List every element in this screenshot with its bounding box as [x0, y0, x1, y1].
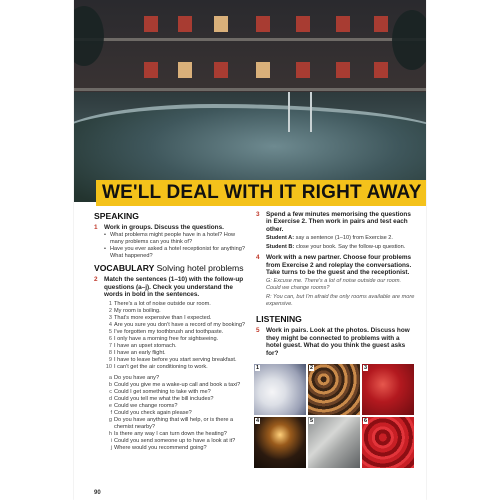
exercise-1 [94, 224, 250, 260]
item-text: Do you have any? [114, 374, 160, 381]
item-text: I have an upset stomach. [114, 342, 177, 349]
exercise-number: 1 [94, 224, 98, 231]
item-key: 5 [108, 328, 112, 335]
item-text: Could I get something to take with me? [114, 388, 211, 395]
exercise-3 [256, 211, 416, 251]
list-item [104, 382, 250, 389]
photo-number: 4 [255, 418, 260, 424]
list-item [104, 410, 250, 417]
item-text: I only have a morning free for sightseeing. [114, 335, 219, 342]
student-a-line [266, 235, 416, 242]
exercise-5 [256, 327, 416, 357]
exercise-number: 2 [94, 276, 98, 284]
bullet-item: • Have you ever asked a hotel receptionist for anything? What happened? [104, 246, 250, 260]
list-item [104, 445, 250, 452]
item-text: Where would you recommend going? [114, 444, 207, 451]
student-b-line [266, 244, 416, 251]
motel-building [74, 0, 426, 96]
item-text: Are you sure you don't have a record of my booking? [114, 321, 246, 328]
exercise-instruction: Work in groups. Discuss the questions. [104, 224, 224, 231]
page-number: 90 [94, 490, 101, 496]
vocabulary-heading-label: VOCABULARY [94, 263, 155, 274]
item-text: There's a lot of noise outside our room. [114, 300, 211, 307]
item-text: Could you tell me what the bill includes? [114, 395, 214, 402]
photo-grid [254, 364, 416, 468]
photo-chocolates [308, 364, 360, 415]
list-item [104, 389, 250, 396]
list-item [104, 301, 250, 308]
student-b-label: Student B: [266, 244, 295, 251]
item-text: Is there any way I can turn down the heating? [114, 430, 227, 437]
item-key: 9 [108, 356, 112, 363]
question-list [104, 375, 250, 452]
list-item [104, 396, 250, 403]
item-text: My room is boiling. [114, 307, 161, 314]
item-text: I have to leave before you start serving breakfast. [114, 356, 237, 363]
item-text: I can't get the air conditioning to work. [114, 363, 208, 370]
photo-number: 2 [309, 365, 314, 371]
student-a-text: say a sentence (1–10) from Exercise 2. [295, 235, 393, 242]
item-text: Could you check again please? [114, 409, 192, 416]
listening-heading: LISTENING [256, 314, 302, 325]
item-key: 10 [105, 363, 112, 370]
item-key: e [108, 402, 112, 409]
photo-number: 3 [363, 365, 368, 371]
list-item [104, 315, 250, 322]
exercise-4 [256, 254, 416, 308]
exercise-number: 3 [256, 211, 260, 218]
question-bullets [104, 232, 250, 260]
item-key: 8 [108, 349, 112, 356]
exercise-instruction: Work with a new partner. Choose four problems from Exercise 2 and roleplay the conversations. Take turns to be the guest and the receptionist. [266, 254, 412, 277]
list-item [104, 375, 250, 382]
item-key: 3 [108, 314, 112, 321]
exercise-instruction: Work in pairs. Look at the photos. Discuss how they might be connected to problems with a hotel guest. What do you think the guest asks for? [266, 327, 410, 357]
bullet-item: • What problems might people have in a hotel? How many problems can you think of? [104, 232, 250, 246]
speaking-heading: SPEAKING [94, 211, 139, 221]
photo-light-bulb [254, 417, 306, 468]
item-key: c [109, 388, 112, 395]
example-guest-line: G: Excuse me. There's a lot of noise outside our room. Could we change rooms? [266, 278, 402, 292]
item-key: a [108, 374, 112, 381]
list-item [104, 364, 250, 371]
photo-kittens [254, 364, 306, 415]
left-column [94, 211, 250, 455]
item-text: Could you send someone up to have a look at it? [114, 437, 236, 444]
item-key: 2 [108, 307, 112, 314]
list-item [104, 438, 250, 445]
list-item [104, 350, 250, 357]
item-text: I've forgotten my toothbrush and toothpaste. [114, 328, 224, 335]
item-key: 6 [108, 335, 112, 342]
item-key: f [110, 409, 112, 416]
list-item [104, 417, 250, 431]
photo-strawberries [362, 364, 414, 415]
exercise-instruction: Spend a few minutes memorising the questions in Exercise 2. Then work in pairs and test each other. [266, 211, 411, 233]
item-key: 4 [108, 321, 112, 328]
vocabulary-subheading: Solving hotel problems [156, 263, 244, 274]
exercise-instruction: Match the sentences (1–10) with the follow-up questions (a–j). Check you understand the words in bold in the sentences. [104, 276, 244, 299]
list-item [104, 308, 250, 315]
photo-number: 1 [255, 365, 260, 371]
item-key: b [108, 381, 112, 388]
list-item [104, 357, 250, 364]
list-item [104, 336, 250, 343]
exercise-2 [94, 276, 250, 451]
sentence-list [104, 301, 250, 371]
page-title: WE'LL DEAL WITH IT RIGHT AWAY [96, 180, 426, 206]
item-text: Could we change rooms? [114, 402, 178, 409]
hotel-pool-photo [74, 0, 426, 202]
item-key: i [110, 437, 112, 444]
example-receptionist-line: R: You can, but I'm afraid the only rooms available are more expensive. [266, 294, 415, 308]
vocabulary-heading [94, 263, 250, 274]
student-b-text: close your book. Say the follow-up question. [295, 244, 406, 251]
right-column [256, 211, 416, 360]
exercise-number: 4 [256, 254, 260, 262]
photo-number: 5 [309, 418, 314, 424]
pool-ladder [288, 92, 312, 132]
photo-building [308, 417, 360, 468]
list-item [104, 322, 250, 329]
list-item [104, 343, 250, 350]
list-item [104, 403, 250, 410]
item-key: h [108, 430, 112, 437]
item-key: 7 [108, 342, 112, 349]
list-item [104, 431, 250, 438]
item-key: d [108, 395, 112, 402]
photo-number: 6 [363, 418, 368, 424]
item-key: 1 [108, 300, 112, 307]
item-key: g [108, 416, 112, 423]
item-key: j [110, 444, 112, 451]
textbook-page [74, 0, 426, 500]
exercise-number: 5 [256, 327, 260, 335]
item-text: Do you have anything that will help, or is there a chemist nearby? [114, 416, 234, 430]
item-text: That's more expensive than I expected. [114, 314, 212, 321]
list-item [104, 329, 250, 336]
item-text: Could you give me a wake-up call and book a taxi? [114, 381, 241, 388]
item-text: I have an early flight. [114, 349, 166, 356]
photo-roses [362, 417, 414, 468]
student-a-label: Student A: [266, 235, 295, 242]
